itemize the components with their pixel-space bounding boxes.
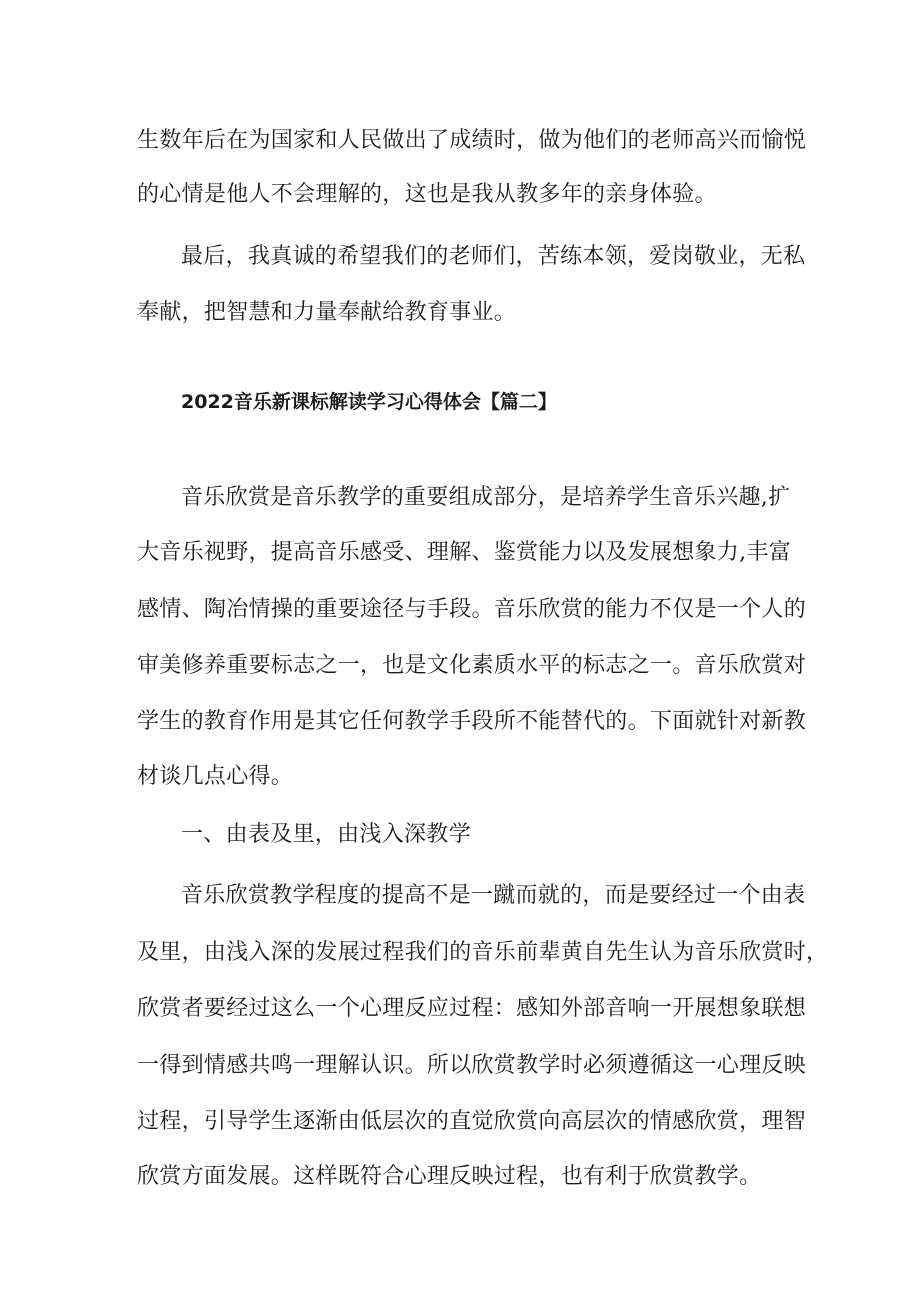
paragraph-line: 大音乐视野，提高音乐感受、理解、鉴赏能力以及发展想象力,丰富 — [137, 540, 791, 565]
paragraph-line: 欣赏方面发展。这样既符合心理反映过程，也有利于欣赏教学。 — [137, 1164, 762, 1189]
section-title: 2022音乐新课标解读学习心得体会【篇二】 — [181, 391, 557, 413]
paragraph-line: 材谈几点心得。 — [137, 764, 294, 789]
paragraph-line: 奉献，把智慧和力量奉献给教育事业。 — [137, 300, 517, 325]
paragraph-line: 生数年后在为国家和人民做出了成绩时，做为他们的老师高兴而愉悦 — [137, 128, 807, 153]
paragraph-line: 感情、陶冶情操的重要途径与手段。音乐欣赏的能力不仅是一个人的 — [137, 597, 807, 622]
subheading: 一、由表及里，由浅入深教学 — [181, 822, 471, 847]
paragraph-line: 及里，由浅入深的发展过程我们的音乐前辈黄自先生认为音乐欣赏时， — [137, 940, 829, 965]
paragraph-line: 音乐欣赏教学程度的提高不是一蹴而就的，而是要经过一个由表 — [181, 883, 806, 908]
paragraph-line: 音乐欣赏是音乐教学的重要组成部分，是培养学生音乐兴趣,扩 — [181, 485, 791, 510]
paragraph-line: 审美修养重要标志之一，也是文化素质水平的标志之一。音乐欣赏对 — [137, 653, 807, 678]
paragraph-line: 最后，我真诚的希望我们的老师们，苦练本领，爱岗敬业，无私 — [181, 244, 806, 269]
paragraph-line: 学生的教育作用是其它任何教学手段所不能替代的。下面就针对新教 — [137, 709, 807, 734]
paragraph-line: 欣赏者要经过这么一个心理反应过程：感知外部音响一开展想象联想 — [137, 996, 807, 1021]
paragraph-line: 过程，引导学生逐渐由低层次的直觉欣赏向高层次的情感欣赏，理智 — [137, 1109, 807, 1134]
paragraph-line: 一得到情感共鸣一理解认识。所以欣赏教学时必须遵循这一心理反映 — [137, 1053, 807, 1078]
paragraph-line: 的心情是他人不会理解的，这也是我从教多年的亲身体验。 — [137, 182, 717, 207]
